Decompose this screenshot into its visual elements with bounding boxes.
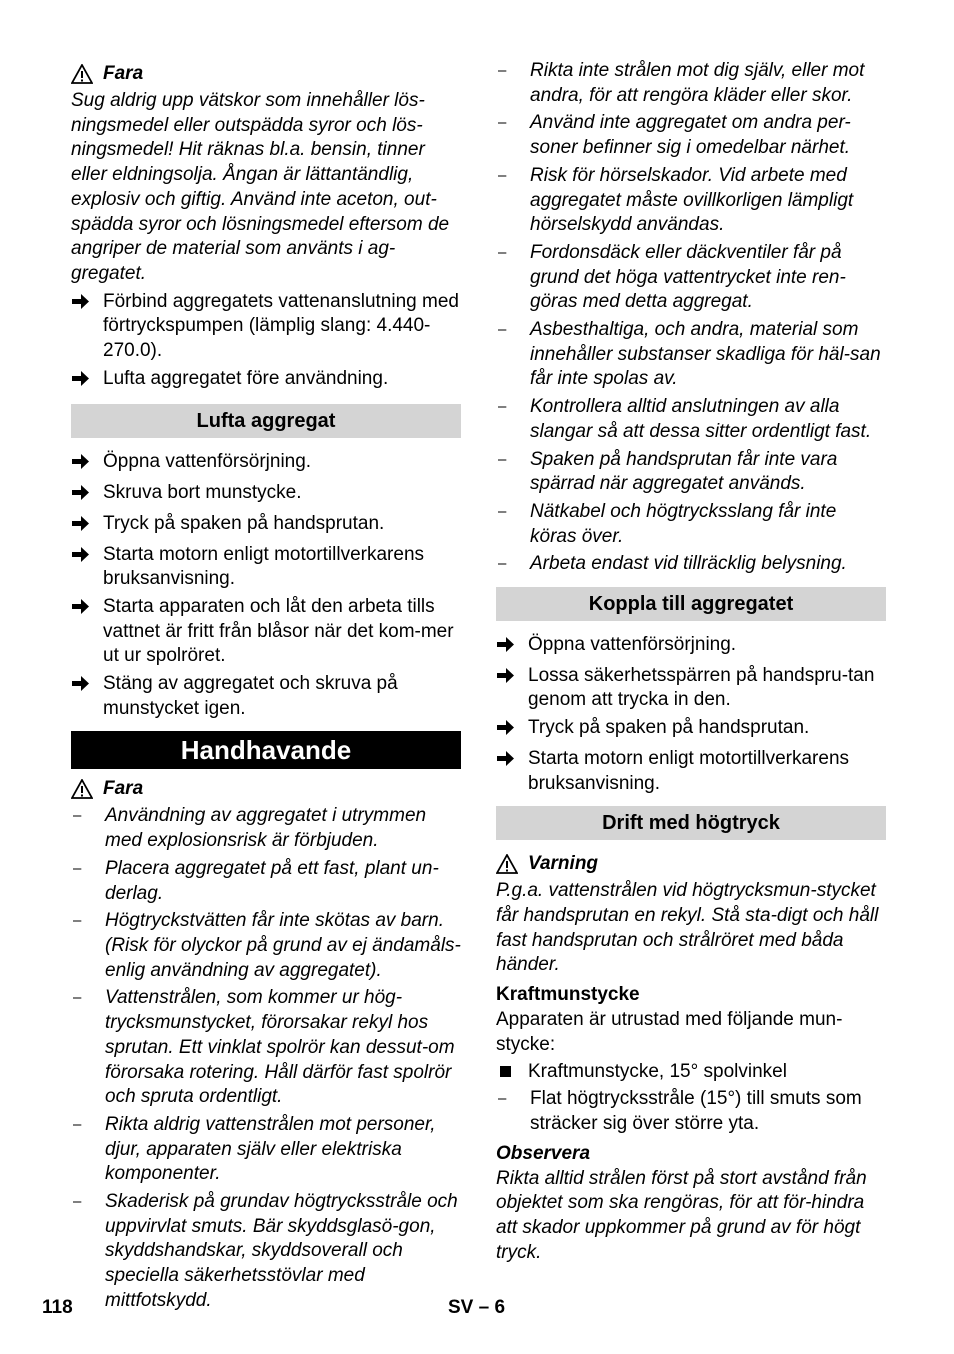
arrow-right-icon	[71, 370, 90, 387]
warning-title: Varning	[528, 853, 599, 875]
arrow-right-icon	[71, 598, 90, 615]
arrow-right-icon	[71, 675, 90, 692]
page-number: 118	[42, 1297, 73, 1318]
list-item: – Nätkabel och högtrycksslang får inte köras över.	[498, 500, 837, 547]
warning-triangle-icon	[496, 854, 518, 874]
list-item: – Kontrollera alltid anslutningen av alla slangar så att dessa sitter ordentligt fast.	[498, 396, 872, 442]
warning-triangle-icon	[71, 64, 93, 84]
list-item: Stäng av aggregatet och skruva på munstycket igen.	[71, 672, 461, 721]
list-item: Öppna vattenförsörjning.	[496, 633, 886, 661]
arrow-right-icon	[71, 293, 90, 310]
list-item: Lossa säkerhetsspärren på handspru-tan genom att trycka in den.	[496, 664, 886, 713]
list-item: – Flat högtrycksstråle (15°) till smuts som sträcker sig över större yta.	[498, 1088, 862, 1134]
right-column	[496, 59, 886, 1265]
note-heading: Observera	[496, 1142, 591, 1164]
list-item: – Användning av aggregatet i utrymmen med explosionsrisk är förbjuden.	[73, 805, 427, 852]
list-item: Starta motorn enligt motortillverkarens bruksanvisning.	[496, 747, 886, 796]
list-item: Lufta aggregatet före användning.	[71, 367, 461, 395]
warning-title: Fara	[103, 778, 144, 800]
list-item: Förbind aggregatets vattenanslutning med förtryckspumpen (lämplig slang: 4.440-270.0).	[71, 290, 461, 364]
list-item: – Fordonsdäck eller däckventiler får på grund det höga vattentrycket inte ren-göras med detta aggregat.	[498, 241, 846, 313]
warning-text: Sug aldrig upp vätskor som innehåller lös-ningsmedel eller outspädda syror och lös-ningsmedel! Hit räknas bl.a. bensin, tinner eller eldningsolja. Ångan är lättantändlig, explosiv och giftig. Använd inte aceton, out-spädda syror och lösningsmedel eftersom de angriper de material som använts i ag-gregatet.	[71, 90, 450, 284]
list-item: – Spaken på handsprutan får inte vara spärrad när aggregatet används.	[498, 448, 838, 495]
language-page-label: SV – 6	[448, 1297, 506, 1318]
list-item: – Placera aggregatet på ett fast, plant un-derlag.	[73, 857, 439, 904]
list-item: – Högtryckstvätten får inte skötas av barn. (Risk för olyckor på grund av ej ändamåls-enlig användning av aggregatet).	[73, 910, 461, 981]
arrow-right-icon	[496, 667, 515, 684]
list-item: Kraftmunstycke, 15° spolvinkel	[496, 1060, 886, 1085]
arrow-right-icon	[496, 636, 515, 653]
list-item: Tryck på spaken på handsprutan.	[71, 512, 461, 540]
list-item: Skruva bort munstycke.	[71, 481, 461, 509]
arrow-right-icon	[71, 453, 90, 470]
dash-list	[71, 804, 461, 1313]
paragraph: Apparaten är utrustad med följande mun-stycke:	[496, 1009, 843, 1055]
list-item: – Använd inte aggregatet om andra per-soner befinner sig i omedelbar närhet.	[498, 112, 851, 159]
arrow-right-icon	[71, 484, 90, 501]
warning-heading	[496, 852, 886, 876]
arrow-right-icon	[496, 719, 515, 736]
section-heading: Lufta aggregat	[71, 404, 461, 438]
list-item: – Vattenstrålen, som kommer ur hög-trycksmunstycket, förorsakar rekyl hos sprutan. Ett vinklat spolrör kan dessut-om förorsaka rotering. Håll därför fast spolrör och spruta ordentligt.	[73, 987, 455, 1108]
warning-text: P.g.a. vattenstrålen vid högtrycksmun-stycket får handsprutan en rekyl. Stå sta-digt och håll fast handsprutan och strålröret med båda händer.	[496, 880, 879, 976]
list-item: Starta motorn enligt motortillverkarens bruksanvisning.	[71, 543, 461, 592]
steps-list	[496, 633, 886, 796]
arrow-right-icon	[496, 750, 515, 767]
dash-list	[496, 59, 886, 577]
list-item: Tryck på spaken på handsprutan.	[496, 716, 886, 744]
list-item: Starta apparaten och låt den arbeta tills vattnet är fritt från blåsor när det kom-mer ut ur spolröret.	[71, 595, 461, 669]
warning-triangle-icon	[71, 779, 93, 799]
left-column	[71, 58, 461, 1317]
note-text: Rikta alltid strålen först på stort avstånd från objektet som ska rengöras, för att för-hindra att skador uppkommer på grund av för högt tryck.	[496, 1167, 867, 1263]
warning-heading	[71, 62, 461, 86]
list-item: – Risk för hörselskador. Vid arbete med aggregatet måste ovillkorligen lämpligt hörselskydd användas.	[498, 164, 854, 236]
warning-heading	[71, 777, 461, 801]
steps-list	[71, 450, 461, 721]
list-item: – Skaderisk på grundav högtrycksstråle och uppvirvlat smuts. Bär skyddsglasö-gon, skyddshandskar, skyddsoverall och speciella säkerhetsstövlar med mittfotskydd.	[73, 1191, 458, 1311]
section-heading: Drift med högtryck	[496, 806, 886, 840]
list-item: Öppna vattenförsörjning.	[71, 450, 461, 478]
square-bullet-icon	[500, 1066, 511, 1077]
arrow-right-icon	[71, 515, 90, 532]
list-item: – Rikta aldrig vattenstrålen mot personer, djur, apparaten själv eller elektriska komponenter.	[73, 1113, 436, 1185]
warning-title: Fara	[103, 63, 144, 84]
chapter-heading: Handhavande	[71, 731, 461, 769]
list-item: – Asbesthaltiga, och andra, material som innehåller substanser skadliga för häl-san får inte spolas av.	[498, 319, 881, 390]
steps-list	[71, 290, 461, 395]
subheading: Kraftmunstycke	[496, 984, 640, 1006]
section-heading: Koppla till aggregatet	[496, 587, 886, 621]
list-item: – Rikta inte strålen mot dig själv, eller mot andra, för att rengöra kläder eller skor.	[498, 60, 865, 106]
arrow-right-icon	[71, 546, 90, 563]
list-item: – Arbeta endast vid tillräcklig belysning.	[498, 553, 847, 575]
